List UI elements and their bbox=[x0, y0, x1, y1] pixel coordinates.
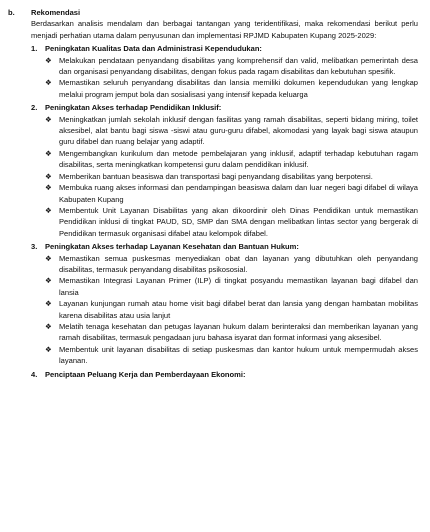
recommendation-list bbox=[8, 43, 418, 380]
recommendation-heading bbox=[31, 241, 418, 252]
recommendation-title: Peningkatan Kualitas Data dan Administrasi Kependudukan: bbox=[45, 44, 262, 54]
diamond-bullet-icon: ❖ bbox=[45, 183, 52, 193]
list-item-text: Memastikan semua puskesmas menyediakan obat dan layanan yang dibutuhkan oleh penyandang disabilitas, termasuk penyandang disabilitas psikososial. bbox=[59, 253, 418, 274]
list-item bbox=[45, 182, 418, 205]
section-label: b. bbox=[8, 8, 15, 17]
intro-paragraph: Berdasarkan analisis mendalam dan berbagai tantangan yang teridentifikasi, maka rekomendasi berikut perlu menjadi perhatian utama dalam penyusunan dan implementasi RPJMD Kabupaten Kupang 2025-2029: bbox=[31, 19, 418, 40]
list-item bbox=[45, 148, 418, 171]
list-item-text: Memastikan seluruh penyandang disabilitas dan lansia memiliki dokumen kependudukan yang lengkap melalui program jemput bola dan sosialisasi yang intensif kepada keluarga bbox=[59, 78, 418, 99]
recommendation-heading bbox=[31, 102, 418, 113]
list-item-text: Melatih tenaga kesehatan dan petugas layanan hukum dalam berinteraksi dan memberikan layanan yang ramah disabilitas, termasuk pengadaan juru bahasa isyarat dan format informasi yang aksesibel. bbox=[59, 321, 418, 343]
list-item bbox=[45, 298, 418, 321]
diamond-bullet-icon: ❖ bbox=[45, 171, 52, 181]
list-item bbox=[45, 253, 418, 276]
section-heading bbox=[8, 7, 418, 18]
list-item bbox=[45, 275, 418, 298]
list-item-text: Mengembangkan kurikulum dan metode pembelajaran yang inklusif, adaptif terhadap kebutuhan ragam disabilitas, serta meningkatkan kompetensi guru dalam pendidikan inklusif. bbox=[59, 148, 418, 170]
diamond-bullet-icon: ❖ bbox=[45, 253, 52, 263]
list-item-text: Membentuk unit layanan disabilitas di setiap puskesmas dan kantor hukum untuk mempermudah akses layanan. bbox=[59, 344, 418, 366]
diamond-bullet-icon: ❖ bbox=[45, 148, 52, 158]
list-item bbox=[45, 344, 418, 367]
list-item-text: Membentuk Unit Layanan Disabilitas yang akan dikoordinir oleh Dinas Pendidikan untuk memastikan Pendidikan inklusi di tingkat PAUD, SD, SMP dan SMA dengan melibatkan lintas sector yang bergerak di Pendidikan termasuk organisasi difabel atau kelompok difabel. bbox=[59, 205, 418, 238]
diamond-bullet-icon: ❖ bbox=[45, 55, 52, 65]
diamond-bullet-icon: ❖ bbox=[45, 114, 52, 124]
list-item-text: Meningkatkan jumlah sekolah inklusif dengan fasilitas yang ramah disabilitas, seperti bidang miring, toilet aksesibel, alat bantu bagi siswa -siswi atau guru-guru difabel, akomodasi yang layak bagi siswa ataupun guru difabel dan ruang belajar yang adaptif. bbox=[59, 114, 418, 147]
section-title: Rekomendasi bbox=[31, 8, 81, 17]
list-item bbox=[45, 171, 418, 182]
list-item-text: Melakukan pendataan penyandang disabilitas yang komprehensif dan valid, melibatkan pemerintah desa dan organisasi penyandang disabilitas, dengan fokus pada ragam disabilitas dan kebutuhan spesifik. bbox=[59, 55, 418, 77]
list-item bbox=[45, 55, 418, 78]
diamond-bullet-icon: ❖ bbox=[45, 321, 52, 331]
diamond-bullet-icon: ❖ bbox=[45, 78, 52, 88]
list-item bbox=[45, 114, 418, 148]
recommendation-title: Peningkatan Akses terhadap Pendidikan Inklusif: bbox=[45, 103, 222, 113]
recommendation-title: Peningkatan Akses terhadap Layanan Kesehatan dan Bantuan Hukum: bbox=[45, 242, 299, 252]
list-item-text: Layanan kunjungan rumah atau home visit bagi difabel berat dan lansia yang dengan hambatan mobilitas karena disabilitas atau usia lanjut bbox=[59, 299, 418, 320]
recommendation-number: 2. bbox=[31, 103, 38, 113]
recommendation-number: 1. bbox=[31, 44, 38, 54]
recommendation-number: 3. bbox=[31, 242, 38, 252]
recommendation-heading bbox=[31, 43, 418, 54]
diamond-bullet-icon: ❖ bbox=[45, 299, 52, 309]
recommendation-heading bbox=[31, 369, 418, 380]
list-item bbox=[45, 205, 418, 239]
list-item bbox=[45, 77, 418, 100]
list-item-text: Memastikan Integrasi Layanan Primer (ILP) di tingkat posyandu memastikan layanan bagi difabel dan lansia bbox=[59, 276, 418, 297]
list-item-text: Memberikan bantuan beasiswa dan transportasi bagi penyandang disabilitas yang berpotensi. bbox=[59, 171, 373, 181]
diamond-bullet-icon: ❖ bbox=[45, 344, 52, 354]
list-item bbox=[45, 321, 418, 344]
recommendation-title: Penciptaan Peluang Kerja dan Pemberdayaan Ekonomi: bbox=[45, 369, 246, 379]
diamond-bullet-icon: ❖ bbox=[45, 276, 52, 286]
list-item-text: Membuka ruang akses informasi dan pendampingan beasiswa dalam dan luar negeri bagi difabel di wilaya Kabupaten Kupang bbox=[59, 183, 418, 204]
recommendation-number: 4. bbox=[31, 369, 38, 379]
diamond-bullet-icon: ❖ bbox=[45, 205, 52, 215]
